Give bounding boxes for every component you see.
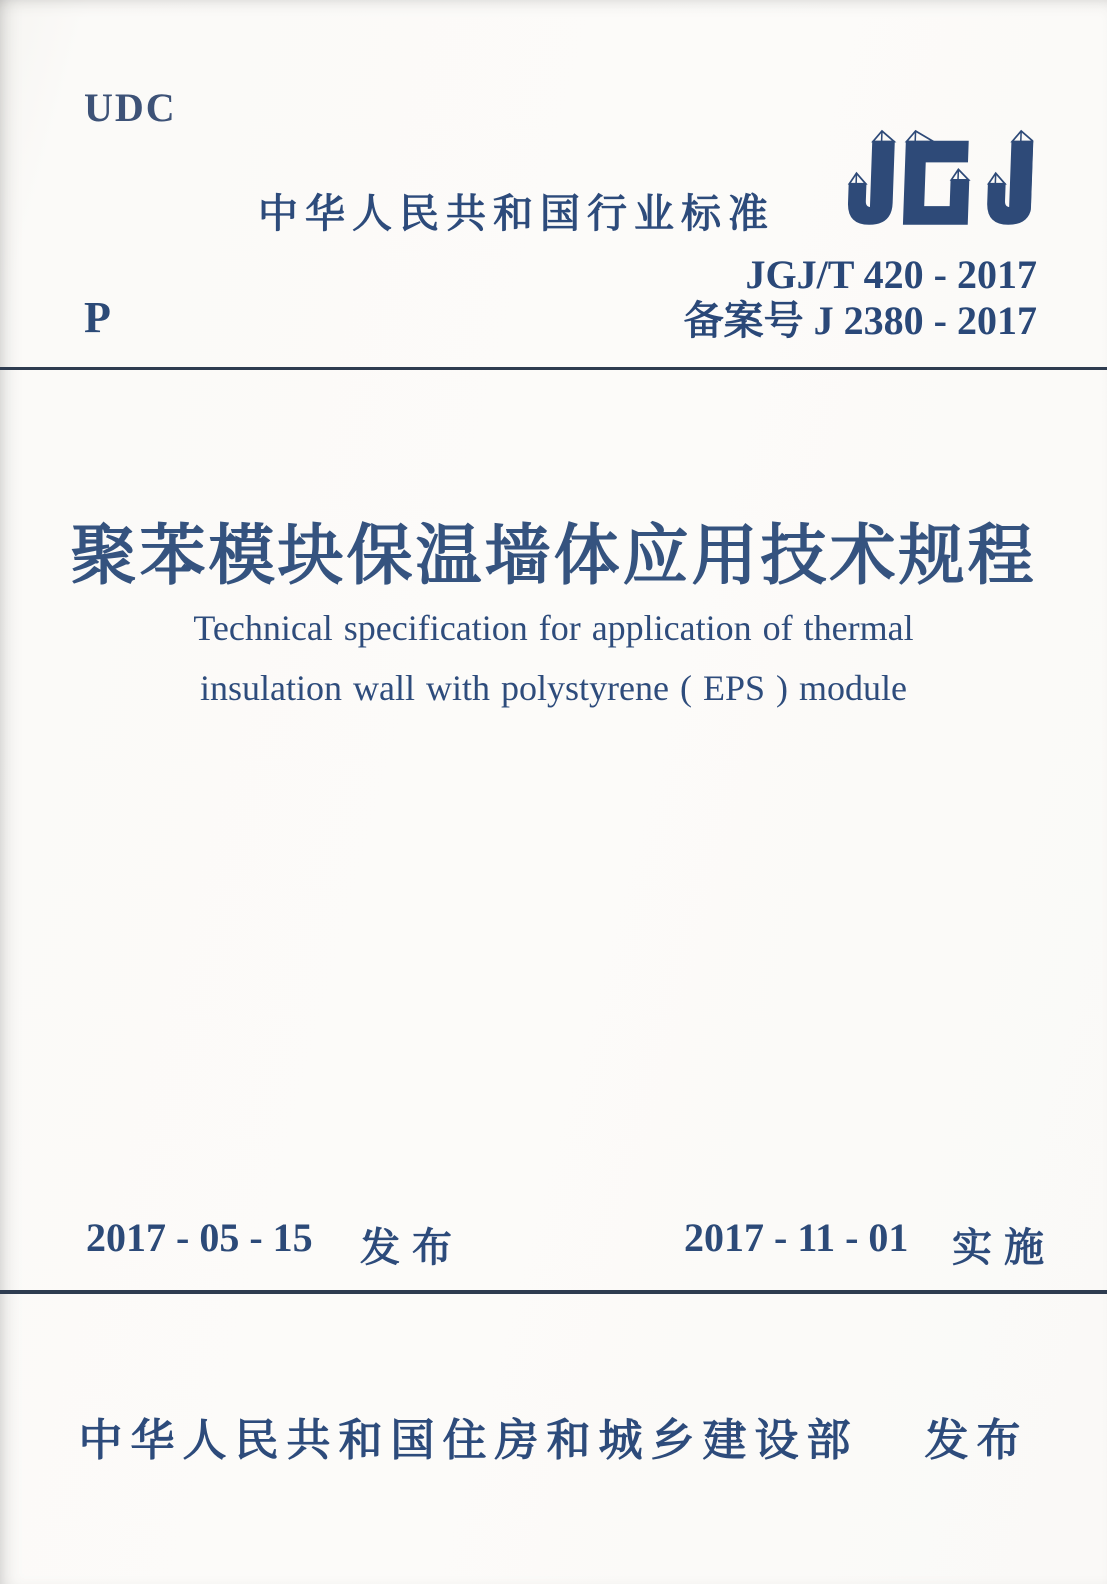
jgj-logo-icon	[838, 128, 1033, 228]
title-english-line2: insulation wall with polystyrene ( EPS ) module	[200, 668, 907, 708]
implement-label: 实施	[952, 1226, 1056, 1270]
issue-label: 发布	[360, 1226, 464, 1270]
classification-code: P	[84, 293, 111, 342]
issue-date: 2017 - 05 - 15	[86, 1215, 313, 1260]
title-english-line1: Technical specification for application of thermal	[193, 608, 914, 648]
standard-number-block	[684, 252, 1037, 344]
publisher-name: 中华人民共和国住房和城乡建设部	[78, 1416, 859, 1465]
title-english	[0, 598, 1107, 718]
title-chinese: 聚苯模块保温墙体应用技术规程	[70, 520, 1037, 593]
publish-label: 发布	[924, 1416, 1029, 1465]
header-divider	[0, 367, 1107, 370]
record-number: 备案号 J 2380 - 2017	[683, 298, 1037, 343]
publisher-row	[0, 1404, 1107, 1468]
footer-divider	[0, 1290, 1107, 1294]
jgj-logo	[838, 128, 1033, 228]
standard-number: JGJ/T 420 - 2017	[745, 252, 1037, 297]
date-row	[0, 1214, 1107, 1270]
implement-date: 2017 - 11 - 01	[684, 1215, 909, 1260]
udc-label: UDC	[84, 85, 177, 130]
standard-type-heading: 中华人民共和国行业标准	[258, 192, 775, 236]
